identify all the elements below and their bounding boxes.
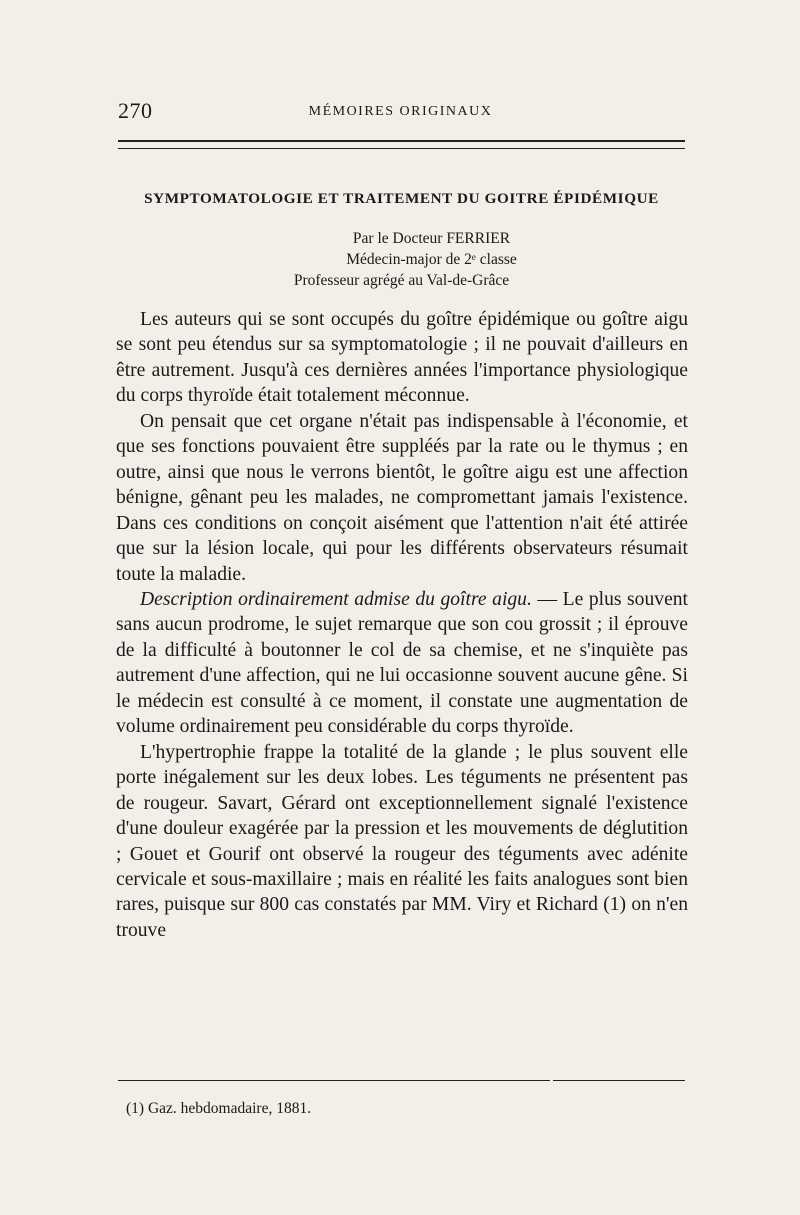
paragraph-1: Les auteurs qui se sont occupés du goître épidémique ou goître aigu se sont peu étendus sur sa symptomatologie ; il ne pouvait d'ailleurs en être autrement. Jusqu'à ces dernières années l'importance physiologique du corps thyroïde était totalement méconnue. bbox=[116, 309, 688, 407]
section-text: — Le plus souvent sans aucun prodrome, le sujet remarque que son cou grossit ; il éprouve de la difficulté à boutonner le col de sa chemise, et ne s'inquiète pas autrement d'une affection, qui ne lui occasionne souvent aucune gêne. Si le médecin est consulté à ce moment, il constate une augmentation de volume ordinairement peu considérable du corps thyroïde. bbox=[116, 588, 689, 738]
article-title: SYMPTOMATOLOGIE ET TRAITEMENT DU GOITRE ÉPIDÉMIQUE bbox=[144, 190, 659, 207]
author-byline: Par le Docteur FERRIER bbox=[352, 230, 511, 247]
footnote: (1) Gaz. hebdomadaire, 1881. bbox=[126, 1100, 312, 1117]
paragraph-2: On pensait que cet organe n'était pas indispensable à l'économie, et que ses fonctions pouvaient être suppléés par la rate ou le thymus ; en outre, ainsi que nous le verrons bientôt, le goître aigu est une affection bénigne, gênant peu les malades, ne compromettant jamais l'existence. Dans ces conditions on conçoit aisément que l'attention n'ait été attirée que sur la lésion locale, qui pour les différents observateurs résumait toute la maladie. bbox=[116, 410, 688, 585]
article-body bbox=[116, 307, 688, 943]
running-head: MÉMOIRES ORIGINAUX bbox=[308, 104, 493, 119]
header-double-rule bbox=[118, 140, 685, 149]
paragraph-4: L'hypertrophie frappe la totalité de la glande ; le plus souvent elle porte inégalement sur les deux lobes. Les téguments ne présentent pas de rougeur. Savart, Gérard ont exceptionnellement signalé l'existence d'une douleur exagérée par la pression et les mouvements de déglutition ; Gouet et Gourif ont observé la rougeur des téguments avec adénite cervicale et sous-maxillaire ; mais en réalité les faits analogues sont bien rares, puisque sur 800 cas constatés par MM. Viry et Richard (1) on n'en trouve bbox=[116, 741, 688, 941]
author-position: Professeur agrégé au Val-de-Grâce bbox=[293, 272, 510, 289]
page-number: 270 bbox=[118, 98, 153, 123]
page-header bbox=[118, 98, 683, 128]
footnote-rule bbox=[118, 1080, 550, 1081]
section-heading: Description ordinairement admise du goître aigu. bbox=[140, 588, 532, 610]
paragraph-3 bbox=[116, 587, 688, 740]
author-rank: Médecin-major de 2ᵉ classe bbox=[346, 251, 517, 268]
author-block bbox=[118, 228, 685, 291]
footnote-rule-right bbox=[553, 1080, 685, 1081]
